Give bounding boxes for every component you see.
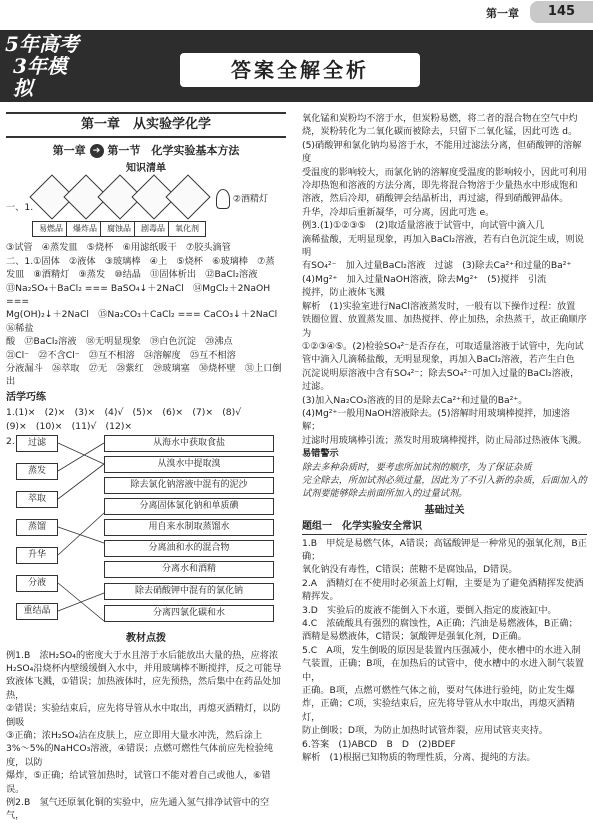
hazard-label: 剧毒品 <box>134 221 172 237</box>
header-chapter: 第一章 <box>486 7 519 20</box>
answer-line: ①②③④⑤。(2)检验SO₄²⁻是否存在，可取适量溶液于试管中，先向试 <box>302 340 584 352</box>
answer-line: ㉑Cl⁻ ㉒不含Cl⁻ ㉓互不相溶 ㉔溶解度 ㉕互不相溶 <box>6 349 236 361</box>
method-box: 升华 <box>16 547 58 564</box>
answer-line: (4)Mg²⁺一般用NaOH溶液除去。(5)溶解时用玻璃棒搅拌，加速溶解； <box>302 407 570 433</box>
answer-line: 受温度的影响较大，而氯化钠的溶解度受温度的影响较小，因此可利用 <box>302 166 587 178</box>
example-line: 例2.B 氢气还原氧化铜的实验中，应先通入氢气排净试管中的空气， <box>6 796 270 822</box>
question-line: 炸，正确；C项，实验结束后，应先将导管从水中取出，再熄灭酒精灯， <box>302 698 575 723</box>
task-box: 从溴水中提取溴 <box>104 456 274 473</box>
answer-line: 解析 (1)实验室进行NaCl溶液蒸发时，一般有以下操作过程：放置 <box>302 300 576 312</box>
matching-diagram <box>6 433 286 629</box>
page-header <box>0 0 593 26</box>
answer-line: 酸 ⑰BaCl₂溶液 ⑱无明显现象 ⑲白色沉淀 ⑳沸点 <box>6 336 233 348</box>
hazard-label: 易燃品 <box>32 221 70 237</box>
alcohol-lamp <box>216 189 268 209</box>
example-line: 致液体飞溅，①错误；加热液体时，应先预热，然后集中在药品处加热， <box>6 676 281 701</box>
method-box: 重结晶 <box>16 603 58 620</box>
answer-line: ③试管 ④蒸发皿 ⑤烧杯 ⑥用滤纸吸干 ⑦胶头滴管 <box>6 242 231 254</box>
question-line: 解析 (1)根据已知物质的物理性质，分离、提纯的方法。 <box>302 752 536 764</box>
question-line: 气装置，正确；B项，在加热后的试管中，使水槽中的水进入制气装置中， <box>302 658 584 683</box>
knowledge-title: 知识清单 <box>126 163 166 174</box>
hazard-label: 爆炸品 <box>66 221 104 237</box>
page-number: 145 <box>530 1 593 23</box>
answer-line: 有SO₄²⁻ 加入过量BaCl₂溶液 过滤 (3)除去Ca²⁺和过量的Ba²⁺ <box>302 260 572 272</box>
group-title: 题组一 化学实验安全常识 <box>302 520 587 534</box>
arrow-icon: ➔ <box>90 144 104 158</box>
answer-line: ⑬Na₂SO₄＋BaCl₂ === BaSO₄↓＋2NaCl ⑭MgCl₂＋2NaOH === <box>6 282 271 308</box>
task-box: 用自来水制取蒸馏水 <box>104 519 274 536</box>
tf-answers-2: (9)× (10)× (11)√ (12)× <box>6 420 133 432</box>
hazard-label: 腐蚀品 <box>100 221 138 237</box>
hazard-label: 氧化剂 <box>168 221 206 237</box>
task-box: 分离水和酒精 <box>104 561 274 578</box>
logo-line-1: 5年高考 <box>5 32 79 56</box>
left-column <box>6 112 286 823</box>
section-chapter: 第一章 <box>52 144 86 157</box>
tf-answers: 1.(1)× (2)× (3)× (4)√ (5)× (6)× (7)× (8)√ <box>6 407 242 419</box>
answer-line: 滴稀盐酸，无明显现象，再加入BaCl₂溶液，若有白色沉淀生成，则说明 <box>302 233 584 259</box>
example-line: H₂SO₄沿烧杯内壁缓缓倒入水中，并用玻璃棒不断搅拌，反之可能导 <box>6 662 282 674</box>
answer-line: 过滤时用玻璃棒引流；蒸发时用玻璃棒搅拌，防止局部过热液体飞溅。 <box>302 434 587 446</box>
example-line: 3%～5%的NaHCO₃溶液，④错误；点燃可燃性气体前应先检验纯度，以防 <box>6 743 274 768</box>
tip-line: 除去多种杂质时，要考虑所加试剂的顺序，为了保证杂质 <box>302 461 532 473</box>
item-1-prefix: 一、1. <box>6 202 34 214</box>
answer-line: 管中滴入几滴稀盐酸，无明显现象，再加入BaCl₂溶液，若产生白色 <box>302 354 575 366</box>
answer-line: 溶液，然后冷却，硝酸钾会结晶析出，再过滤，得到硝酸钾晶体。 <box>302 193 569 205</box>
answer-line: 冷却热饱和溶液的方法分离，即先将混合物溶于少量热水中形成饱和 <box>302 180 578 192</box>
match-prefix: 2. <box>6 436 15 448</box>
basic-title: 基础过关 <box>424 504 465 516</box>
question-line: 精挥发。 <box>302 591 339 603</box>
answer-line: 二、1.①固体 ②液体 ③玻璃棒 ④上 ⑤烧杯 ⑥玻璃棒 ⑦蒸 <box>6 255 275 267</box>
banner-title: 答案全解全析 <box>180 53 420 87</box>
question-line: 4.C 浓硫酸具有强烈的腐蚀性，A正确；汽油是易燃液体，B正确； <box>302 618 578 630</box>
task-box: 分离油和水的混合物 <box>104 540 274 557</box>
answer-line: 烧，炭粉转化为二氧化碳而被除去，只留下二氧化锰，因此可选 d。 <box>302 126 578 138</box>
example-line: ②错误；实验结束后，应先将导管从水中取出，再熄灭酒精灯，以防倒吸 <box>6 703 281 728</box>
section-title <box>6 144 286 158</box>
question-line: 正确。B项，点燃可燃性气体之前，要对气体进行验纯，防止发生爆 <box>302 685 575 697</box>
method-box: 蒸发 <box>16 463 58 480</box>
method-box: 分液 <box>16 575 58 592</box>
method-box: 萃取 <box>16 491 58 508</box>
section-name: 第一节 化学实验基本方法 <box>107 144 240 157</box>
task-box: 除去氯化钠溶液中混有的泥沙 <box>104 477 274 494</box>
practice-title: 活学巧练 <box>6 391 46 403</box>
tip-line: 完全除去，所加试剂必须过量，因此为了不引入新的杂质，后面加入的 <box>302 474 587 486</box>
example-line: 例1.B 浓H₂SO₄的密度大于水且溶于水后能放出大量的热，应将浓 <box>6 649 279 661</box>
hazard-icons <box>6 177 286 241</box>
question-line: 1.B 甲烷是易燃气体，A错误；高锰酸钾是一种常见的强氧化剂，B正确； <box>302 537 587 562</box>
answer-line: (4)Mg²⁺ 加入过量NaOH溶液，除去Mg²⁺ (5)搅拌 引流 <box>302 273 547 285</box>
question-line: 2.A 酒精灯在不使用时必须盖上灯帽，主要是为了避免酒精挥发使酒 <box>302 577 584 589</box>
chapter-title: 第一章 从实验学化学 <box>6 112 286 138</box>
question-line: 6.答案 (1)ABCD B D (2)BDEF <box>302 738 456 750</box>
task-box: 分离固体氯化钠和单质碘 <box>104 498 274 515</box>
answer-line: 搅拌，防止液体飞溅 <box>302 287 385 299</box>
answer-line: (3)加入Na₂CO₃溶液的目的是除去Ca²⁺和过量的Ba²⁺。 <box>302 394 528 406</box>
answer-line: 氧化锰和炭粉均不溶于水，但炭粉易燃，将二者的混合物在空气中灼 <box>302 113 578 124</box>
answer-line: 发皿 ⑧酒精灯 ⑨蒸发 ⑩结晶 ⑪固体析出 ⑫BaCl₂溶液 <box>6 269 258 281</box>
question-line: 3.D 实验后的废液不能倒入下水道，要倒入指定的废液缸中。 <box>302 604 557 616</box>
series-logo <box>5 33 85 99</box>
task-box: 分离四氯化碳和水 <box>104 605 274 622</box>
answer-line: 升华，冷却后重新凝华，可分离，因此可选 e。 <box>302 206 495 218</box>
answer-line: 铁圈位置、放置蒸发皿、加热搅拌、停止加热，余热蒸干，故正确顺序为 <box>302 314 587 339</box>
question-line: 防止倒吸；D项，为防止加热时试管炸裂，应用试管夹夹持。 <box>302 725 548 737</box>
lamp-label: ②酒精灯 <box>232 194 268 205</box>
task-box: 除去硝酸钾中混有的氯化钠 <box>104 583 274 600</box>
method-box: 过滤 <box>16 435 58 452</box>
example-line: ③正确；浓H₂SO₄沾在皮肤上，应立即用大量水冲洗，然后涂上 <box>6 729 263 741</box>
task-box: 从海水中获取食盐 <box>104 435 274 452</box>
example-line: 爆炸，⑤正确；给试管加热时，试管口不能对着自己或他人，⑥错误。 <box>6 770 271 795</box>
logo-line-2: 3年模拟 <box>13 54 67 100</box>
question-line: 氧化钠没有毒性，C错误；蔗糖不是腐蚀品，D错误。 <box>302 564 518 576</box>
teaching-title: 教材点拨 <box>126 633 166 645</box>
answer-line: 分液漏斗 ㉖萃取 ㉗无 ㉘紫红 ㉙玻璃塞 ㉚烧杯壁 ㉛上口倒出 <box>6 363 282 388</box>
question-line: 酒精是易燃液体，C错误；氯酸钾是强氧化剂，D正确。 <box>302 631 527 643</box>
method-box: 蒸馏 <box>16 519 58 536</box>
answer-line: 沉淀说明原溶液中含有SO₄²⁻；除去SO₄²⁻可加入过量的BaCl₂溶液，过滤。 <box>302 367 580 393</box>
oxidizer-icon <box>165 175 210 220</box>
lamp-icon <box>216 189 230 209</box>
answer-line: (5)硝酸钾和氯化钠均易溶于水，不能用过滤法分离，但硝酸钾的溶解度 <box>302 139 582 165</box>
question-line: 5.C A项，发生倒吸的原因是装置内压强减小，使水槽中的水进入制 <box>302 644 581 656</box>
answer-line: 例3.(1)①②③⑤ (2)取适量溶液于试管中，向试管中滴入几 <box>302 220 545 232</box>
tip-line: 试剂要能够除去前面所加入的过量试剂。 <box>302 488 468 500</box>
tip-label: 易错警示 <box>302 448 339 460</box>
answer-line: Mg(OH)₂↓＋2NaCl ⑮Na₂CO₃＋CaCl₂ === CaCO₃↓＋2NaCl ⑯稀盐 <box>6 309 287 334</box>
